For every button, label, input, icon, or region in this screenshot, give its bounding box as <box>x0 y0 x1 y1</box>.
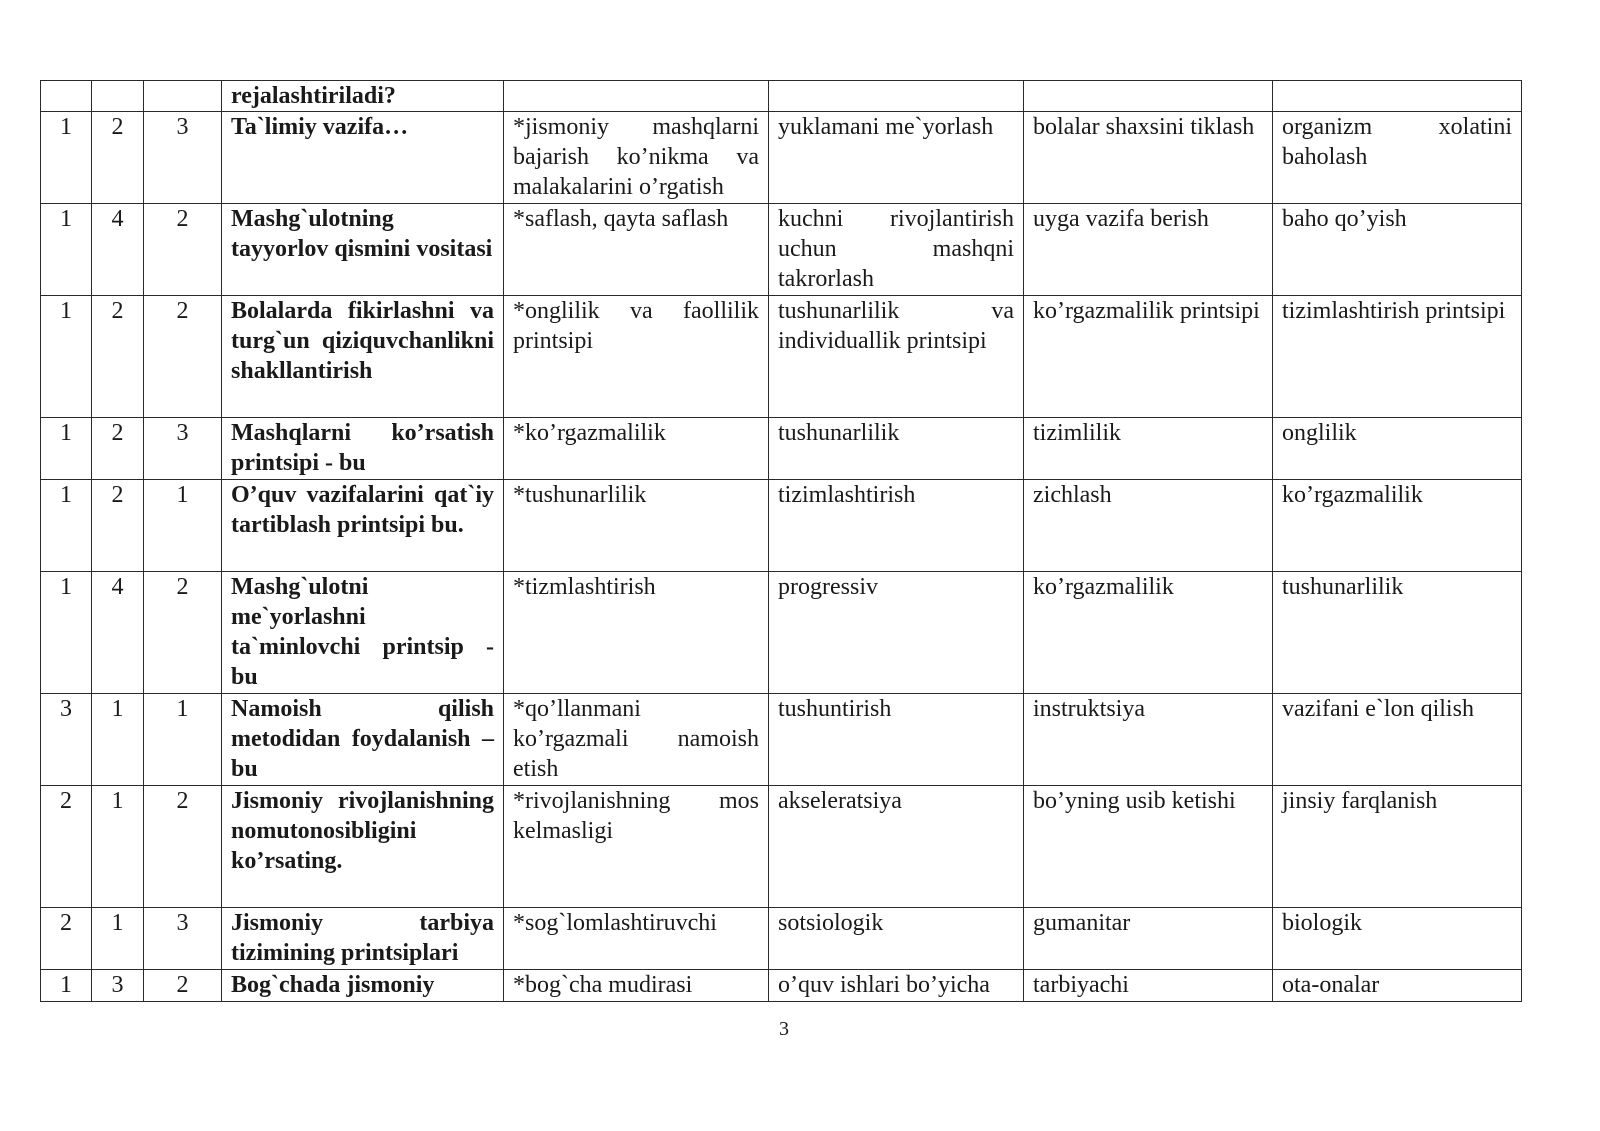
question-cell: Jismoniy rivojlanishning nomutonosibligini ko’rsating. <box>222 786 504 908</box>
answer-option-d-cell <box>1273 81 1522 112</box>
answer-option-b-cell: sotsiologik <box>769 908 1024 970</box>
table-row <box>41 296 1522 418</box>
answer-option-c-cell: bo’yning usib ketishi <box>1024 786 1273 908</box>
answer-correct-cell: *jismoniy mashqlarni bajarish ko’nikma va malakalarini o’rgatish <box>504 112 769 204</box>
answer-option-b-cell: tushunarlilik <box>769 418 1024 480</box>
answer-option-d-cell: onglilik <box>1273 418 1522 480</box>
question-cell: Ta`limiy vazifa… <box>222 112 504 204</box>
table-row <box>41 694 1522 786</box>
question-cell: Mashqlarni ko’rsatish printsipi - bu <box>222 418 504 480</box>
answer-option-c-cell <box>1024 81 1273 112</box>
col1-cell <box>41 81 92 112</box>
col2-cell <box>92 81 144 112</box>
question-cell: Mashg`ulotni me`yorlashni ta`minlovchi printsip - bu <box>222 572 504 694</box>
col2-cell: 4 <box>92 204 144 296</box>
answer-correct-cell: *tushunarlilik <box>504 480 769 572</box>
answer-option-b-cell: tushuntirish <box>769 694 1024 786</box>
col3-cell: 3 <box>144 112 222 204</box>
answer-option-c-cell: tizimlilik <box>1024 418 1273 480</box>
answer-option-b-cell: yuklamani me`yorlash <box>769 112 1024 204</box>
answer-option-b-cell: kuchni rivojlantirish uchun mashqni takrorlash <box>769 204 1024 296</box>
answer-correct-cell: *onglilik va faollilik printsipi <box>504 296 769 418</box>
answer-option-d-cell: baho qo’yish <box>1273 204 1522 296</box>
col2-cell: 1 <box>92 908 144 970</box>
col3-cell: 2 <box>144 296 222 418</box>
answer-option-d-cell: jinsiy farqlanish <box>1273 786 1522 908</box>
question-cell: Namoish qilish metodidan foydalanish –bu <box>222 694 504 786</box>
answer-option-b-cell <box>769 81 1024 112</box>
answer-option-c-cell: gumanitar <box>1024 908 1273 970</box>
answer-option-c-cell: ko’rgazmalilik printsipi <box>1024 296 1273 418</box>
table-row <box>41 786 1522 908</box>
answer-option-b-cell: akseleratsiya <box>769 786 1024 908</box>
answer-correct-cell: *bog`cha mudirasi <box>504 970 769 1002</box>
answer-option-d-cell: ko’rgazmalilik <box>1273 480 1522 572</box>
answer-option-d-cell: tushunarlilik <box>1273 572 1522 694</box>
answer-option-c-cell: uyga vazifa berish <box>1024 204 1273 296</box>
col1-cell: 1 <box>41 572 92 694</box>
answer-correct-cell: *sog`lomlashtiruvchi <box>504 908 769 970</box>
col1-cell: 1 <box>41 480 92 572</box>
col3-cell: 2 <box>144 572 222 694</box>
col1-cell: 1 <box>41 296 92 418</box>
table-row <box>41 418 1522 480</box>
answer-option-c-cell: tarbiyachi <box>1024 970 1273 1002</box>
answer-option-c-cell: instruktsiya <box>1024 694 1273 786</box>
col3-cell: 1 <box>144 694 222 786</box>
answer-option-b-cell: tushunarlilik va individuallik printsipi <box>769 296 1024 418</box>
col1-cell: 3 <box>41 694 92 786</box>
answer-option-b-cell: tizimlashtirish <box>769 480 1024 572</box>
col2-cell: 1 <box>92 694 144 786</box>
col2-cell: 2 <box>92 112 144 204</box>
answer-correct-cell: *saflash, qayta saflash <box>504 204 769 296</box>
col1-cell: 1 <box>41 418 92 480</box>
answer-correct-cell: *ko’rgazmalilik <box>504 418 769 480</box>
answer-option-d-cell: biologik <box>1273 908 1522 970</box>
answer-option-d-cell: ota-onalar <box>1273 970 1522 1002</box>
col3-cell: 2 <box>144 970 222 1002</box>
col3-cell: 3 <box>144 908 222 970</box>
col3-cell <box>144 81 222 112</box>
table-row <box>41 480 1522 572</box>
answer-option-d-cell: organizm xolatini baholash <box>1273 112 1522 204</box>
question-cell: Jismoniy tarbiya tizimining printsiplari <box>222 908 504 970</box>
col3-cell: 2 <box>144 786 222 908</box>
answer-correct-cell <box>504 81 769 112</box>
question-cell: Bolalarda fikirlashni va turg`un qiziquvchanlikni shakllantirish <box>222 296 504 418</box>
question-cell: Mashg`ulotning tayyorlov qismini vositasi <box>222 204 504 296</box>
answer-option-c-cell: zichlash <box>1024 480 1273 572</box>
col3-cell: 2 <box>144 204 222 296</box>
col2-cell: 2 <box>92 418 144 480</box>
table-row <box>41 81 1522 112</box>
question-cell: rejalashtiriladi? <box>222 81 504 112</box>
table-row <box>41 112 1522 204</box>
answer-option-c-cell: bolalar shaxsini tiklash <box>1024 112 1273 204</box>
table-row <box>41 204 1522 296</box>
col2-cell: 4 <box>92 572 144 694</box>
answer-correct-cell: *qo’llanmani ko’rgazmali namoish etish <box>504 694 769 786</box>
question-cell: O’quv vazifalarini qat`iy tartiblash printsipi bu. <box>222 480 504 572</box>
table-row <box>41 908 1522 970</box>
table-row <box>41 970 1522 1002</box>
col3-cell: 1 <box>144 480 222 572</box>
col1-cell: 1 <box>41 112 92 204</box>
col1-cell: 2 <box>41 908 92 970</box>
col2-cell: 3 <box>92 970 144 1002</box>
answer-option-d-cell: tizimlashtirish printsipi <box>1273 296 1522 418</box>
col1-cell: 2 <box>41 786 92 908</box>
col2-cell: 2 <box>92 296 144 418</box>
col2-cell: 2 <box>92 480 144 572</box>
answer-correct-cell: *rivojlanishning mos kelmasligi <box>504 786 769 908</box>
col1-cell: 1 <box>41 204 92 296</box>
answer-correct-cell: *tizmlashtirish <box>504 572 769 694</box>
table-row <box>41 572 1522 694</box>
answer-option-d-cell: vazifani e`lon qilish <box>1273 694 1522 786</box>
table-body <box>41 81 1522 1002</box>
test-question-table <box>40 80 1522 1002</box>
col2-cell: 1 <box>92 786 144 908</box>
question-cell: Bog`chada jismoniy <box>222 970 504 1002</box>
answer-option-b-cell: progressiv <box>769 572 1024 694</box>
answer-option-c-cell: ko’rgazmalilik <box>1024 572 1273 694</box>
page-number: 3 <box>779 1018 789 1040</box>
answer-option-b-cell: o’quv ishlari bo’yicha <box>769 970 1024 1002</box>
col1-cell: 1 <box>41 970 92 1002</box>
col3-cell: 3 <box>144 418 222 480</box>
